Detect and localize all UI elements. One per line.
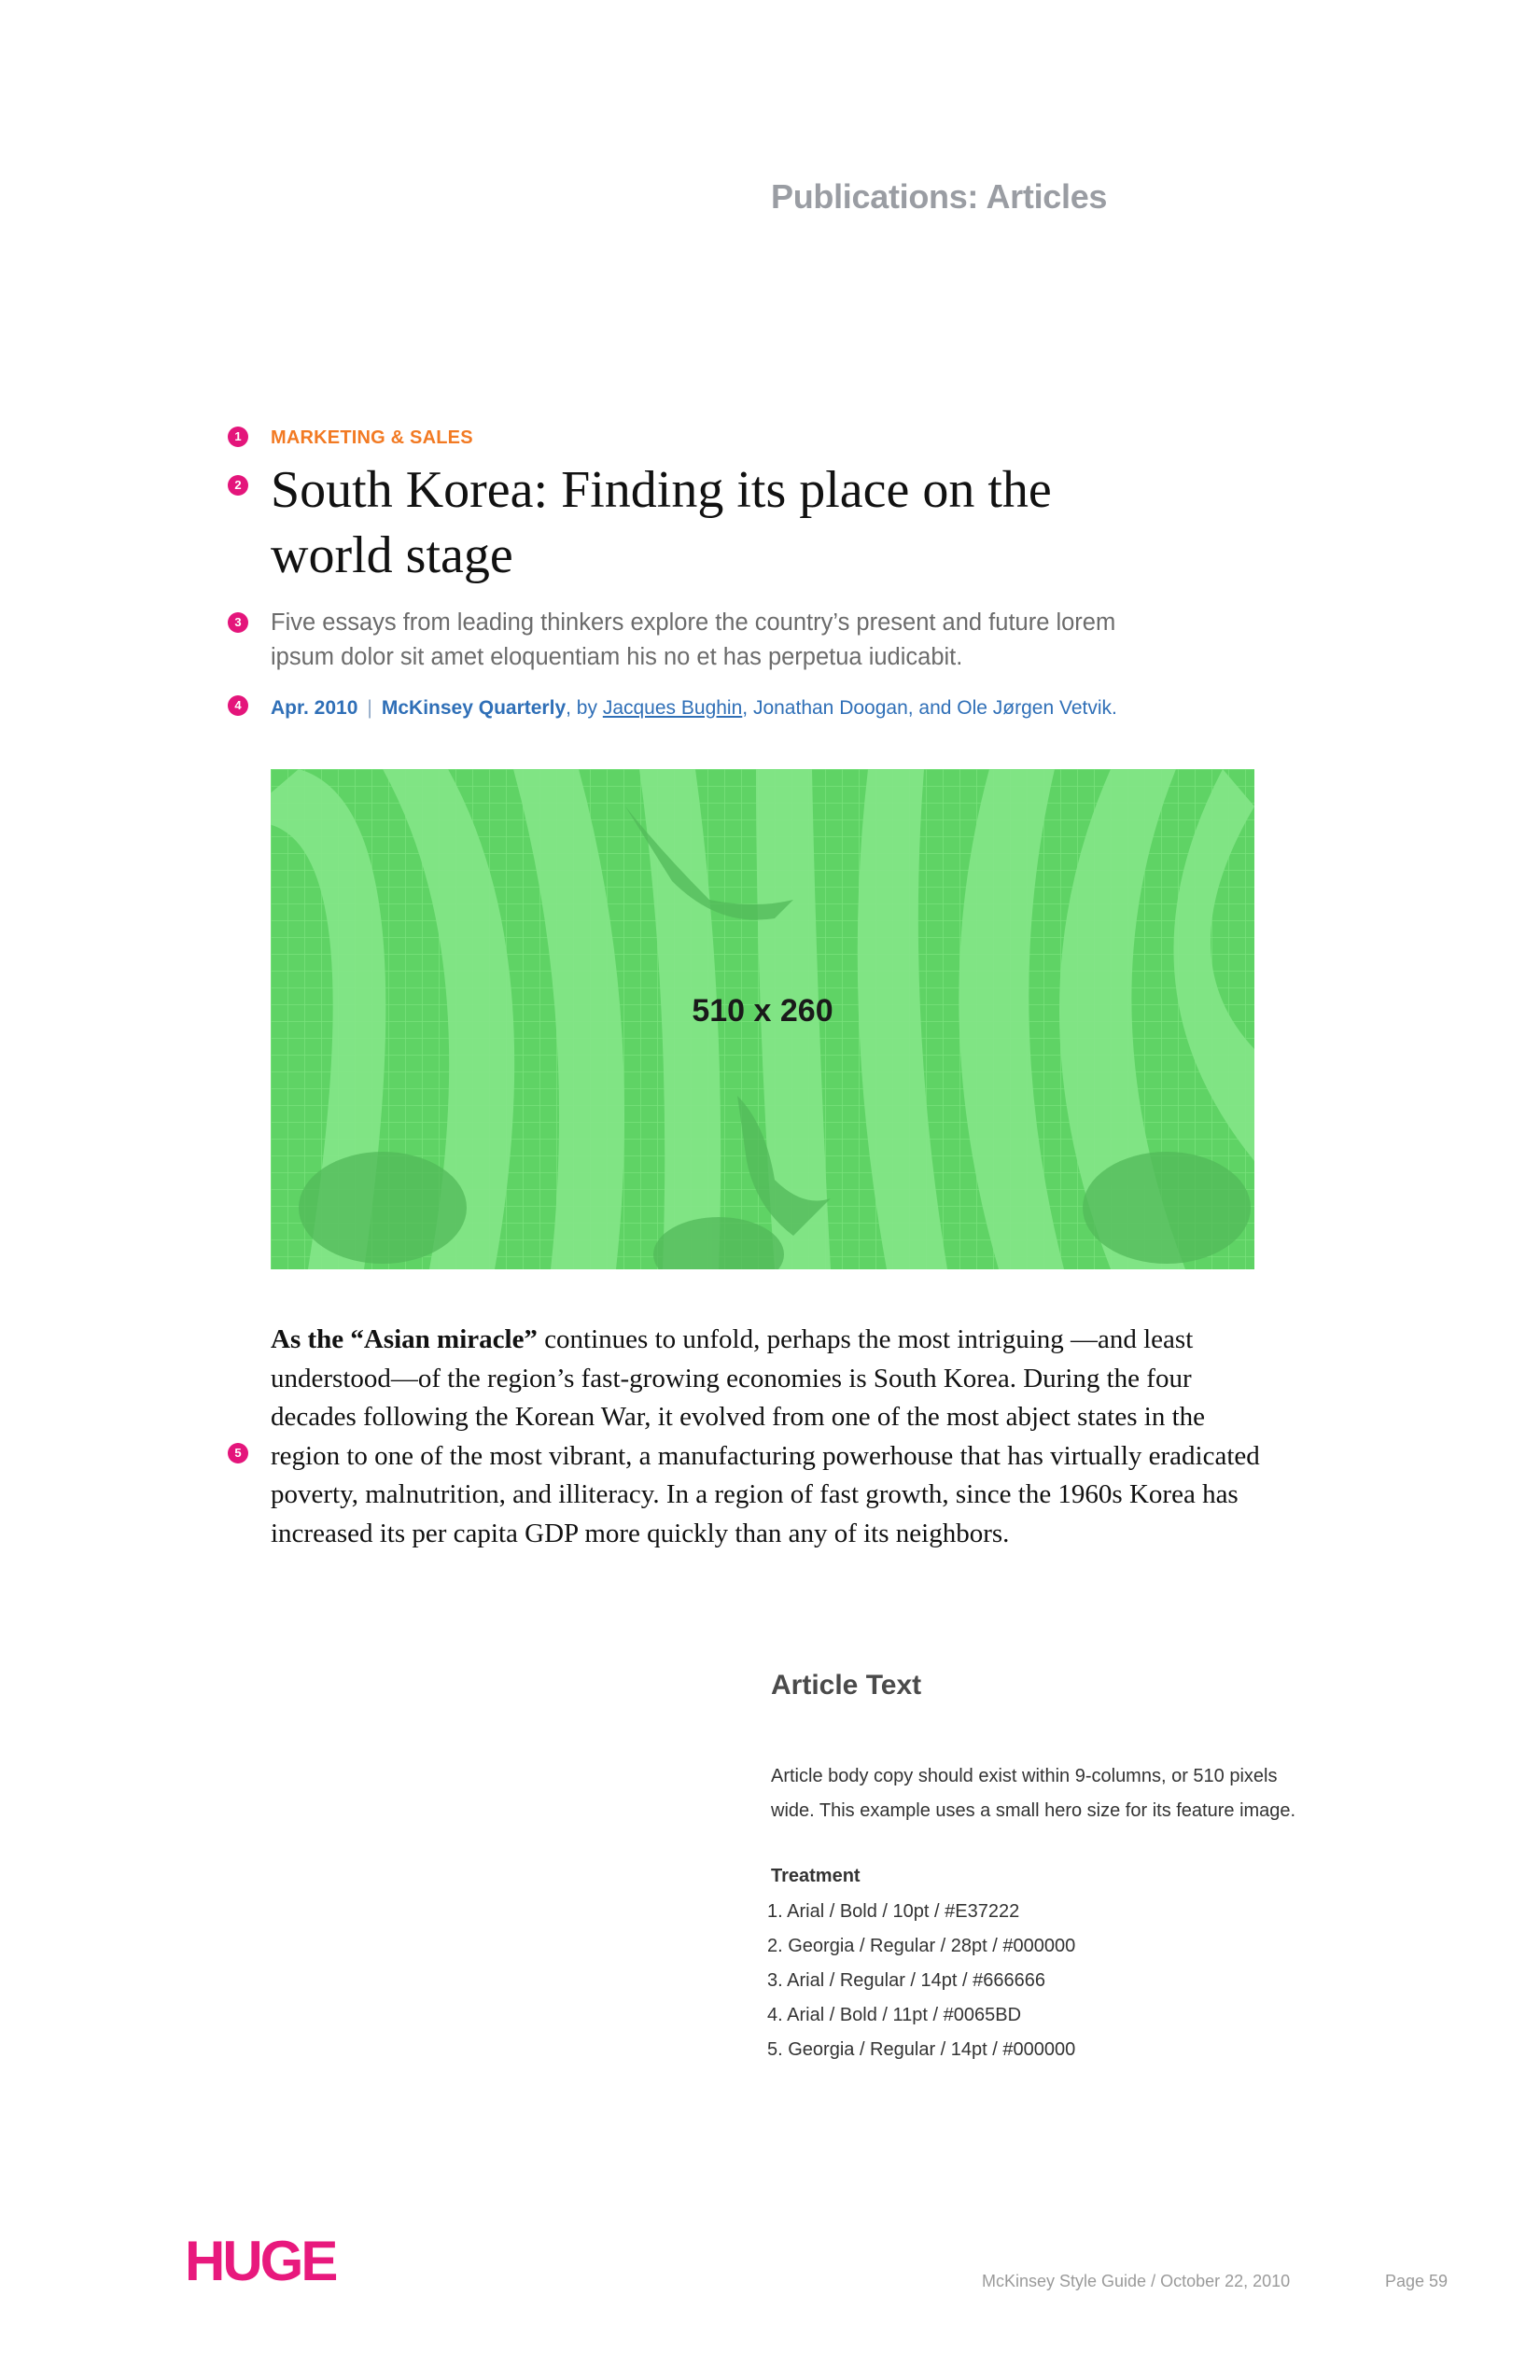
section-title: Publications: Articles [771,177,1108,216]
byline-other-authors: , Jonathan Doogan, and Ole Jørgen Vetvik. [742,697,1117,719]
notes-description-line: Article body copy should exist within 9-columns, or 510 pixels [771,1766,1278,1786]
article-body-text: continues to unfold, perhaps the most intriguing —and least understood—of the region’s fast-growing economies is South Korea. During the four decades following the Korean War, it evolved from one of the most abject states in the region to one of the most vibrant, a manufacturing powerhouse that has virtually eradicated poverty, malnutrition, and illiteracy. In a region of fast growth, since the 1960s Korea has increased its per capita GDP more quickly than any of its neighbors. [271,1324,1260,1548]
notes-description [771,1759,1368,1828]
treatment-item: 3. Arial / Regular / 14pt / #666666 [767,1970,1045,1991]
annotation-marker-1: 1 [228,427,248,447]
hero-size-label: 510 x 260 [692,993,833,1029]
notes-description-line: wide. This example uses a small hero size for its feature image. [771,1800,1296,1821]
byline-publication[interactable]: McKinsey Quarterly [381,697,567,719]
byline-separator: | [367,697,372,719]
annotation-marker-4: 4 [228,695,248,716]
footer-page-number: Page 59 [1385,2272,1449,2290]
huge-logo: HUGE [185,2230,336,2292]
annotation-marker-5: 5 [228,1443,248,1463]
footer-document-info: McKinsey Style Guide / October 22, 2010 [982,2272,1291,2290]
headline-line: world stage [271,526,513,584]
article-body [271,1321,1269,1553]
treatment-item: 2. Georgia / Regular / 28pt / #000000 [767,1936,1076,1956]
article-body-lead: As the “Asian miracle” [271,1324,538,1354]
treatment-heading: Treatment [771,1866,861,1886]
byline-date: Apr. 2010 [271,697,358,719]
treatment-item: 4. Arial / Bold / 11pt / #0065BD [767,2005,1022,2025]
article-dek [271,606,1260,675]
article-headline [271,457,1204,588]
treatment-item: 1. Arial / Bold / 10pt / #E37222 [767,1901,1020,1922]
hero-image-placeholder [271,769,1254,1269]
dek-line: ipsum dolor sit amet eloquentiam his no et has perpetua iudicabit. [271,644,963,670]
byline-by: , by [566,697,597,719]
treatment-item: 5. Georgia / Regular / 14pt / #000000 [767,2039,1076,2060]
article-byline [271,697,1117,720]
byline-author-link[interactable]: Jacques Bughin [602,697,743,719]
treatment-list [767,1895,1075,2067]
annotation-marker-3: 3 [228,612,248,633]
notes-heading: Article Text [771,1670,922,1701]
article-category[interactable]: MARKETING & SALES [271,427,473,448]
headline-line: South Korea: Finding its place on the [271,461,1052,519]
annotation-marker-2: 2 [228,475,248,496]
dek-line: Five essays from leading thinkers explore the country’s present and future lorem [271,609,1116,636]
